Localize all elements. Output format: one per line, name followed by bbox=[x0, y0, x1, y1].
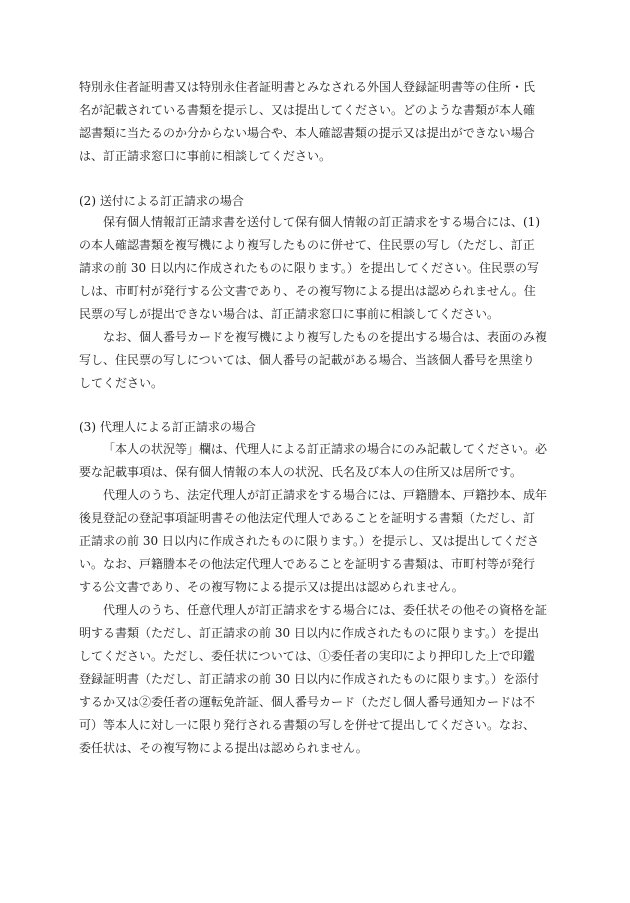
section-3-line-6: い。なお、戸籍謄本その他法定代理人であることを証明する書類は、市町村等が発行 bbox=[79, 557, 536, 571]
section-3-line-2: 要な記載事項は、保有個人情報の本人の状況、氏名及び本人の住所又は居所です。 bbox=[79, 465, 523, 479]
section-3-line-7: する公文書であり、その複写物による提示又は提出は認められません。 bbox=[79, 580, 464, 594]
section-3-heading: (3) 代理人による訂正請求の場合 bbox=[79, 420, 256, 434]
section-3-line-3: 代理人のうち、法定代理人が訂正請求をする場合には、戸籍謄本、戸籍抄本、成年 bbox=[103, 488, 548, 502]
section-3-line-4: 後見登記の登記事項証明書その他法定代理人であることを証明する書類（ただし、訂 bbox=[79, 511, 536, 525]
section-3-line-14: 委任状は、その複写物による提出は認められません。 bbox=[79, 741, 368, 755]
section-3-line-9: 明する書類（ただし、訂正請求の前 30 日以内に作成されたものに限ります。）を提出 bbox=[79, 626, 539, 640]
intro-line-1: 特別永住者証明書又は特別永住者証明書とみなされる外国人登録証明書等の住所・氏 bbox=[79, 80, 536, 94]
section-3-line-12: するか又は②委任者の運転免許証、個人番号カード（ただし個人番号通知カードは不 bbox=[79, 695, 536, 709]
section-2-line-6: なお、個人番号カードを複写機により複写したものを提出する場合は、表面のみ複 bbox=[103, 330, 548, 344]
section-2-line-2: の本人確認書類を複写機により複写したものに併せて、住民票の写し（ただし、訂正 bbox=[79, 238, 535, 252]
section-3-line-10: してください。ただし、委任状については、①委任者の実印により押印した上で印鑑 bbox=[79, 649, 535, 663]
section-2-line-4: しは、市町村が発行する公文書であり、その複写物による提出は認められません。住 bbox=[79, 284, 536, 298]
intro-line-4: は、訂正請求窓口に事前に相談してください。 bbox=[79, 149, 332, 163]
section-3-line-8: 代理人のうち、任意代理人が訂正請求をする場合には、委任状その他その資格を証 bbox=[103, 603, 548, 617]
section-2-line-8: してください。 bbox=[79, 376, 164, 390]
section-3-line-11: 登録証明書（ただし、訂正請求の前 30 日以内に作成されたものに限ります。）を添付 bbox=[79, 672, 539, 686]
section-2-line-7: 写し、住民票の写しについては、個人番号の記載がある場合、当該個人番号を黒塗り bbox=[79, 353, 535, 367]
section-3-line-1: 「本人の状況等」欄は、代理人による訂正請求の場合にのみ記載してください。必 bbox=[103, 442, 548, 456]
section-3-line-13: 可）等本人に対し一に限り発行される書類の写しを併せて提出してください。なお、 bbox=[79, 718, 536, 732]
section-2-heading: (2) 送付による訂正請求の場合 bbox=[79, 194, 244, 208]
intro-line-3: 認書類に当たるのか分からない場合や、本人確認書類の提示又は提出ができない場合 bbox=[79, 126, 535, 140]
section-2-line-1: 保有個人情報訂正請求書を送付して保有個人情報の訂正請求をする場合には、(1) bbox=[103, 215, 541, 229]
section-2-line-3: 請求の前 30 日以内に作成されたものに限ります。）を提出してください。住民票の写 bbox=[79, 261, 539, 275]
section-3-line-5: 正請求の前 30 日以内に作成されたものに限ります。）を提示し、又は提出してくださ bbox=[79, 534, 539, 548]
intro-line-2: 名が記載されている書類を提示し、又は提出してください。どのような書類が本人確 bbox=[79, 103, 536, 117]
section-2-line-5: 民票の写しが提出できない場合は、訂正請求窓口に事前に相談してください。 bbox=[79, 307, 500, 321]
